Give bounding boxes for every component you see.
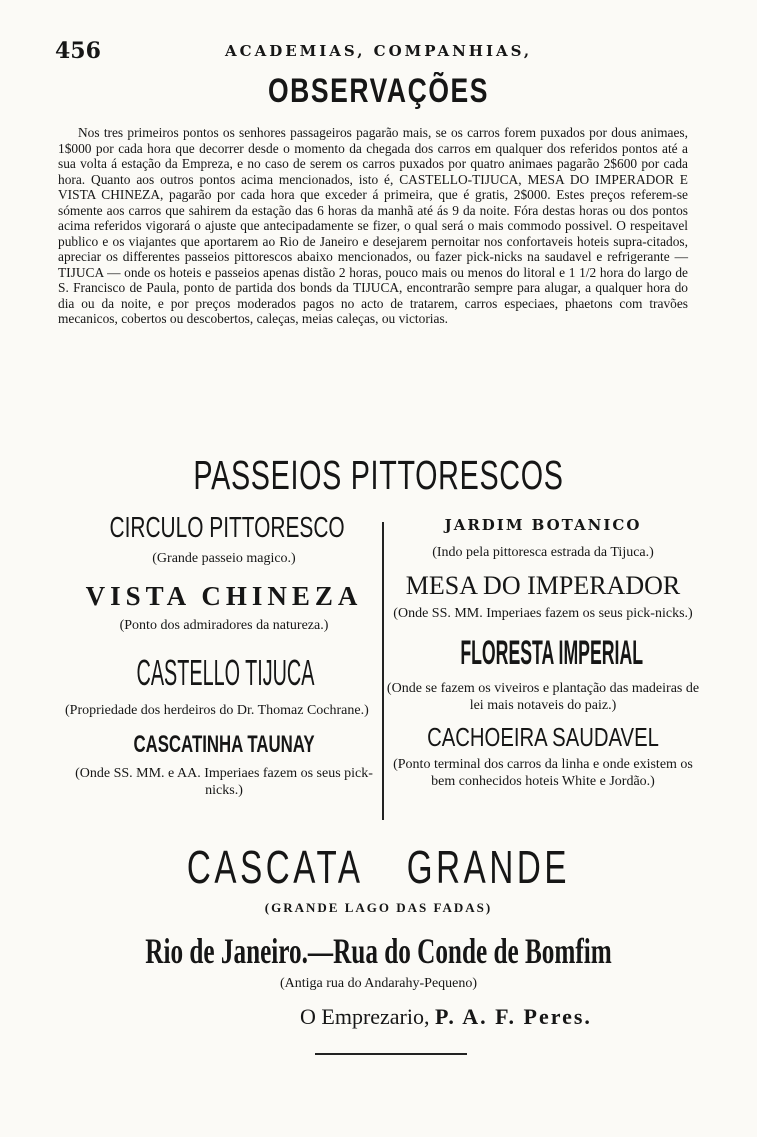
item-title: MESA DO IMPERADOR <box>405 571 681 600</box>
cascata-grande-title <box>106 840 651 894</box>
cascata-subtitle: (GRANDE LAGO DAS FADAS) <box>264 900 493 915</box>
item-description: (Onde SS. MM. e AA. Imperiaes fazem os seus pick-nicks.) <box>75 766 373 798</box>
item-title: CACHOEIRA SAUDAVEL <box>427 722 659 752</box>
cascata-word: CASCATA <box>186 841 364 893</box>
item-description: (Ponto terminal dos carros da linha e onde existem os bem conhecidos hoteis White e Jordão.) <box>393 757 693 789</box>
list-item <box>384 722 702 752</box>
page-number: 456 <box>55 38 101 64</box>
grande-word: GRANDE <box>406 841 571 893</box>
item-title: CASTELLO TIJUCA <box>136 652 315 693</box>
address: Rio de Janeiro.—Rua do Conde de Bomfim <box>145 931 612 971</box>
list-item <box>384 571 702 603</box>
item-description: (Propriedade dos herdeiros do Dr. Thomaz Cochrane.) <box>65 703 369 718</box>
item-description: (Grande passeio magico.) <box>152 551 296 566</box>
list-item <box>65 731 383 761</box>
running-title: ACADEMIAS, COMPANHIAS, <box>225 42 533 60</box>
item-title: CASCATINHA TAUNAY <box>133 731 315 758</box>
owner-name: P. A. F. Peres. <box>435 1004 592 1029</box>
list-item <box>65 512 383 546</box>
list-item <box>65 581 383 613</box>
address-note: (Antiga rua do Andarahy-Pequeno) <box>279 976 478 991</box>
owner-line <box>300 1004 592 1030</box>
item-title: JARDIM BOTANICO <box>444 516 642 534</box>
item-title: CIRCULO PITTORESCO <box>109 512 345 544</box>
item-description: (Onde SS. MM. Imperiaes fazem os seus pick-nicks.) <box>393 606 693 621</box>
list-item <box>384 512 702 542</box>
left-column <box>65 512 383 799</box>
passeios-title: PASSEIOS PITTORESCOS <box>193 452 564 498</box>
item-description: (Ponto dos admiradores da natureza.) <box>119 618 329 633</box>
observacoes-title: OBSERVAÇÕES <box>267 72 490 110</box>
owner-label: O Emprezario, <box>300 1004 430 1029</box>
closing-rule <box>315 1053 467 1055</box>
right-column <box>384 512 702 790</box>
item-description: (Indo pela pittoresca estrada da Tijuca.) <box>432 545 654 560</box>
item-description: (Onde se fazem os viveiros e plantação das madeiras de lei mais notaveis do paiz.) <box>386 681 700 713</box>
item-title: FLORESTA IMPERIAL <box>460 634 644 672</box>
page-header <box>55 34 695 64</box>
item-title: VISTA CHINEZA <box>85 581 363 611</box>
list-item <box>65 652 383 692</box>
list-item <box>384 634 702 674</box>
observacoes-paragraph: Nos tres primeiros pontos os senhores passageiros pagarão mais, se os carros forem puxados por dous animaes, 1$000 por cada hora que decorrer desde o momento da chegada dos carros em qualquer dos referidos pontos até a sua volta á estação da Empreza, e no caso de serem os carros puxados por quatro animaes pagarão 2$600 por cada hora. Quanto aos outros pontos acima mencionados, isto é, CASTELLO-TIJUCA, MESA DO IMPERADOR E VISTA CHINEZA, pagarão por cada hora que exceder á primeira, que é gratis, 2$000. Estes preços referem-se sómente aos carros que sahirem da estação das 6 horas da manhã até ás 9 da noite. Fóra destas horas ou dos pontos acima referidos vigorará o ajuste que antecipadamente se fizer, o qual será o mais commodo possivel. O respeitavel publico e os viajantes que aportarem ao Rio de Janeiro e desejarem pernoitar nos confortaveis hoteis supra-citados, apreciar os differentes passeios pittorescos abaixo mencionados, ou fazer pick-nicks na saudavel e refrigerante — TIJUCA — onde os hoteis e passeios apenas distão 2 horas, pouco mais ou menos do litoral e 1 1/2 hora do largo de S. Francisco de Paula, ponto de partida dos bonds da TIJUCA, encontrarão sempre para alugar, a qualquer hora do dia ou da noite, e por preços moderados pagos no acto de tratarem, carros especiaes, phaetons com travões mecanicos, cobertos ou descobertos, caleças, meias caleças, ou victorias. <box>58 125 688 326</box>
